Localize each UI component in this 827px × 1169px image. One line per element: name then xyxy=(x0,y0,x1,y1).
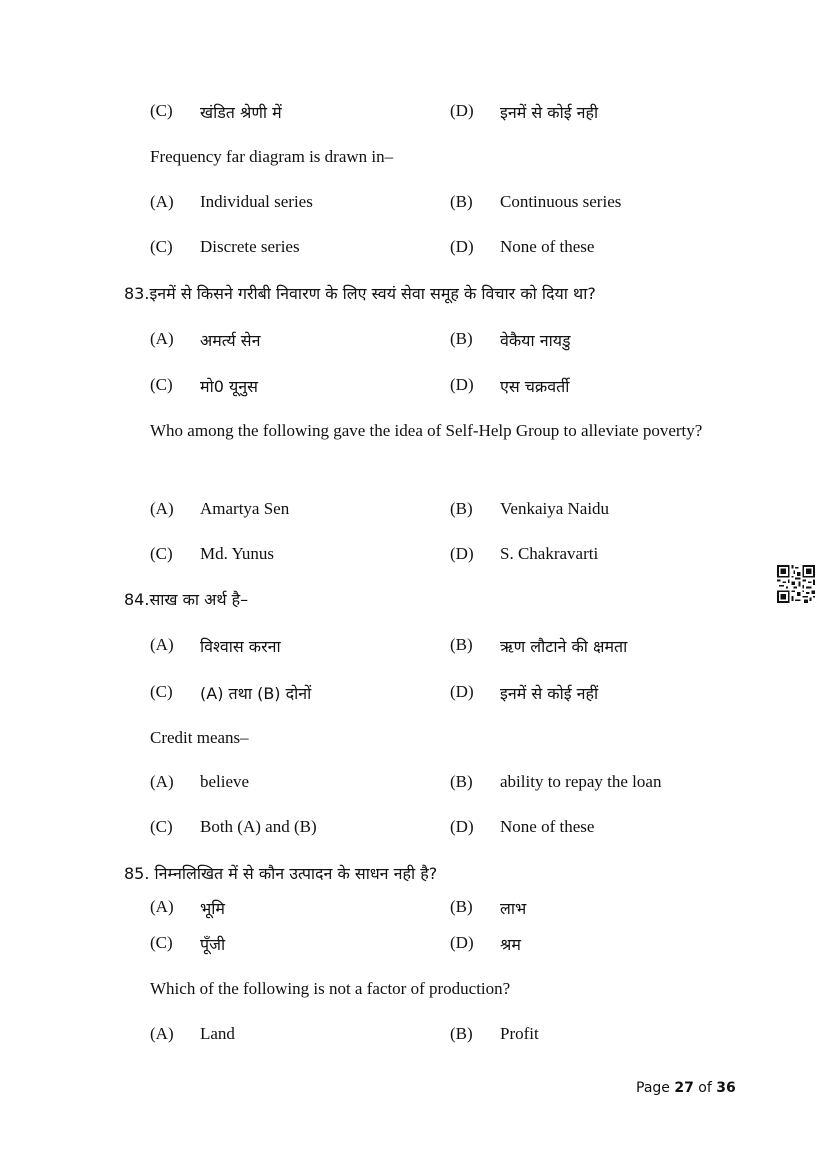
option-label: (B) xyxy=(450,499,473,518)
option-label: (C) xyxy=(150,375,173,394)
option-label: (C) xyxy=(150,817,173,836)
option-label: (D) xyxy=(450,101,474,120)
option-label: (D) xyxy=(450,237,474,256)
option-label: (B) xyxy=(450,897,473,916)
option-label: (A) xyxy=(150,499,174,518)
option-label: (A) xyxy=(150,192,174,211)
option-text: Amartya Sen xyxy=(200,499,290,518)
question-text-hi: 83.इनमें से किसने गरीबी निवारण के लिए स्वयं सेवा समूह के विचार को दिया था? xyxy=(124,284,596,303)
option-text: पूँजी xyxy=(200,935,226,954)
page-total: 36 xyxy=(716,1080,736,1096)
option-label: (B) xyxy=(450,772,473,791)
option-label: (C) xyxy=(150,933,173,952)
option-text: इनमें से कोई नहीं xyxy=(500,684,599,703)
page-number xyxy=(636,1080,736,1096)
question-text-en: Who among the following gave the idea of Self-Help Group to alleviate poverty? xyxy=(150,421,703,440)
option-label: (D) xyxy=(450,375,474,394)
option-text: वेकैया नायडु xyxy=(500,331,571,350)
option-label: (D) xyxy=(450,682,474,701)
option-label: (C) xyxy=(150,544,173,563)
question-text-hi: 85. निम्नलिखित में से कौन उत्पादन के साधन नही है? xyxy=(124,864,438,883)
option-label: (A) xyxy=(150,635,174,654)
option-label: (C) xyxy=(150,237,173,256)
option-text: मो0 यूनुस xyxy=(200,377,258,396)
option-text: Md. Yunus xyxy=(200,544,274,563)
option-text: Both (A) and (B) xyxy=(200,817,317,836)
option-text: None of these xyxy=(500,817,595,836)
option-label: (B) xyxy=(450,635,473,654)
option-text: Continuous series xyxy=(500,192,622,211)
option-text: ऋण लौटाने की क्षमता xyxy=(500,637,628,656)
option-label: (A) xyxy=(150,329,174,348)
option-text: Profit xyxy=(500,1024,539,1043)
option-text: Individual series xyxy=(200,192,313,211)
question-text-hi: 84.साख का अर्थ है– xyxy=(124,590,249,609)
question-text-en: Credit means– xyxy=(150,728,249,747)
option-text: एस चक्रवर्ती xyxy=(500,377,570,396)
option-text: श्रम xyxy=(500,935,521,954)
page-prefix: Page xyxy=(636,1080,670,1096)
option-label: (D) xyxy=(450,544,474,563)
option-label: (A) xyxy=(150,772,174,791)
option-label: (A) xyxy=(150,897,174,916)
option-text: S. Chakravarti xyxy=(500,544,599,563)
page-sep: of xyxy=(698,1080,712,1096)
option-text: Venkaiya Naidu xyxy=(500,499,610,518)
option-text: खंडित श्रेणी में xyxy=(200,103,282,122)
option-label: (B) xyxy=(450,329,473,348)
option-text: भूमि xyxy=(200,899,225,918)
option-text: believe xyxy=(200,772,250,791)
qr-code-icon xyxy=(777,565,815,603)
option-text: ability to repay the loan xyxy=(500,772,662,791)
option-text: लाभ xyxy=(500,899,527,918)
option-label: (A) xyxy=(150,1024,174,1043)
option-text: इनमें से कोई नही xyxy=(500,103,599,122)
question-text-en: Frequency far diagram is drawn in– xyxy=(150,147,394,166)
option-text: Discrete series xyxy=(200,237,300,256)
option-label: (D) xyxy=(450,817,474,836)
option-label: (C) xyxy=(150,101,173,120)
option-label: (B) xyxy=(450,192,473,211)
option-text: (A) तथा (B) दोनों xyxy=(200,684,312,703)
option-text: Land xyxy=(200,1024,235,1043)
option-text: None of these xyxy=(500,237,595,256)
option-text: अमर्त्य सेन xyxy=(200,331,261,350)
option-label: (C) xyxy=(150,682,173,701)
page-current: 27 xyxy=(674,1080,694,1096)
option-text: विश्वास करना xyxy=(200,637,281,656)
option-label: (B) xyxy=(450,1024,473,1043)
option-label: (D) xyxy=(450,933,474,952)
question-text-en: Which of the following is not a factor of production? xyxy=(150,979,511,998)
